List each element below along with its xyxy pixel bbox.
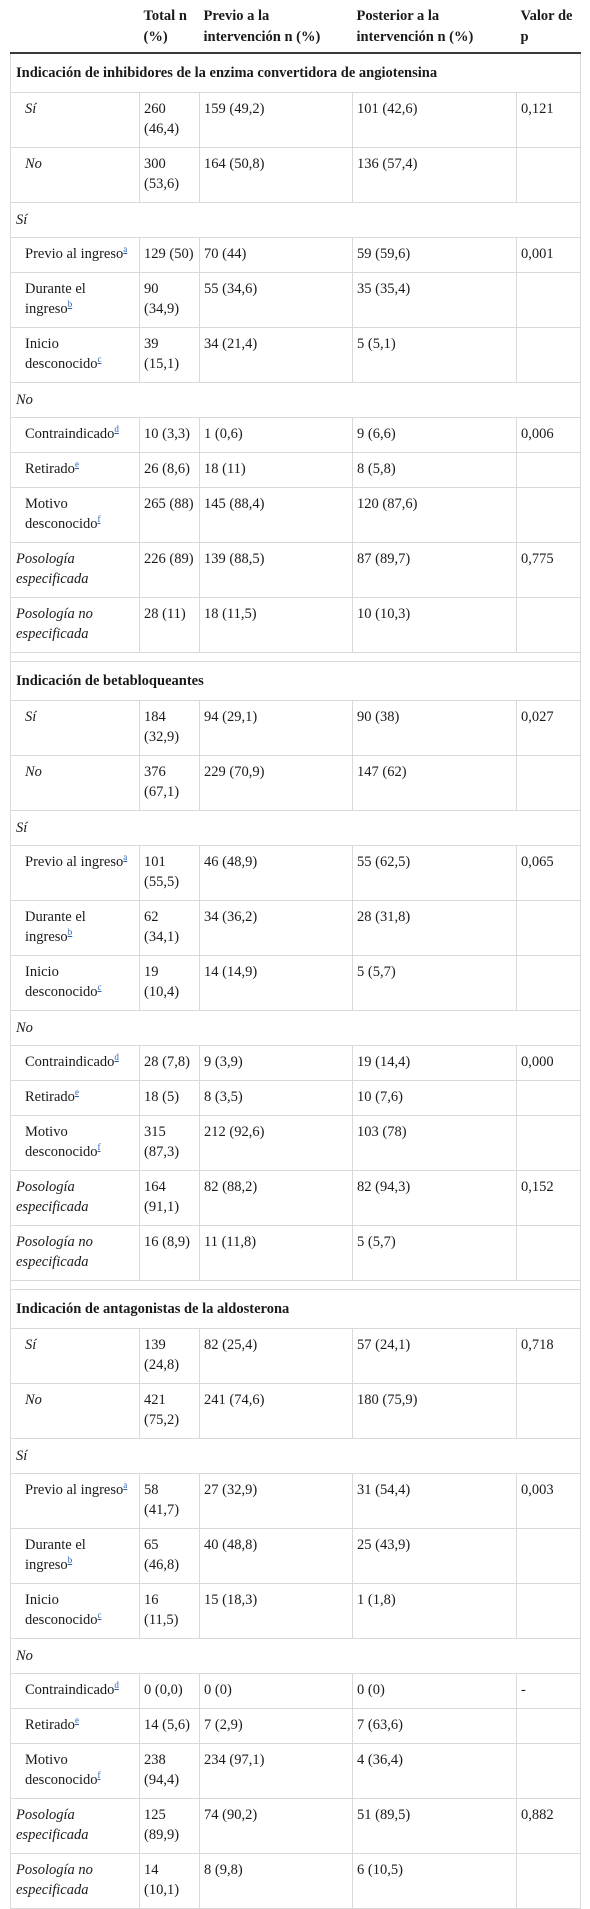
row-label: Contraindicado	[25, 1682, 115, 1698]
row-label-cell	[11, 1226, 140, 1281]
cell-p-value	[517, 1709, 581, 1744]
cell-total: 39 (15,1)	[140, 328, 200, 383]
cell-total: 19 (10,4)	[140, 956, 200, 1011]
row-label-cell	[11, 1744, 140, 1799]
header-posterior: Posterior a la intervención n (%)	[353, 0, 517, 53]
row-label-cell	[11, 1674, 140, 1709]
row-label: Retirado	[25, 1089, 75, 1105]
cell-previo: 82 (25,4)	[200, 1329, 353, 1384]
row-label-cell	[11, 1081, 140, 1116]
row-label: Sí	[25, 709, 37, 725]
row-label: Inicio desconocido	[25, 336, 98, 372]
subgroup-label: No	[11, 383, 581, 418]
row-label: Durante el ingreso	[25, 1537, 86, 1573]
cell-total: 300 (53,6)	[140, 148, 200, 203]
footnote-link[interactable]: a	[123, 852, 128, 863]
cell-p-value: 0,152	[517, 1171, 581, 1226]
table-row	[11, 1584, 581, 1639]
table-row	[11, 1384, 581, 1439]
cell-p-value: 0,718	[517, 1329, 581, 1384]
footnote-link[interactable]: a	[123, 244, 128, 255]
row-label: Inicio desconocido	[25, 1592, 98, 1628]
cell-previo: 94 (29,1)	[200, 701, 353, 756]
cell-previo: 34 (21,4)	[200, 328, 353, 383]
cell-p-value	[517, 488, 581, 543]
row-label-cell	[11, 846, 140, 901]
cell-total: 14 (10,1)	[140, 1854, 200, 1909]
footnote-ref	[97, 1610, 101, 1620]
footnote-ref	[97, 1142, 100, 1152]
row-label: No	[25, 156, 42, 172]
cell-posterior: 8 (5,8)	[353, 453, 517, 488]
cell-previo: 55 (34,6)	[200, 273, 353, 328]
footnote-link[interactable]: e	[74, 1715, 79, 1726]
footnote-ref	[97, 514, 100, 524]
table-row	[11, 148, 581, 203]
row-label-cell	[11, 418, 140, 453]
row-label-cell	[11, 756, 140, 811]
header-row	[11, 0, 581, 53]
footnote-link[interactable]: f	[97, 1142, 101, 1153]
header-empty	[11, 0, 140, 53]
table-row	[11, 418, 581, 453]
cell-posterior: 55 (62,5)	[353, 846, 517, 901]
footnote-ref	[97, 1770, 100, 1780]
cell-previo: 139 (88,5)	[200, 543, 353, 598]
cell-posterior: 25 (43,9)	[353, 1529, 517, 1584]
cell-previo: 74 (90,2)	[200, 1799, 353, 1854]
cell-total: 376 (67,1)	[140, 756, 200, 811]
table-row	[11, 598, 581, 653]
cell-posterior: 5 (5,7)	[353, 956, 517, 1011]
footnote-link[interactable]: f	[97, 514, 101, 525]
table-row	[11, 1854, 581, 1909]
subgroup-label: Sí	[11, 203, 581, 238]
subgroup-label: Sí	[11, 811, 581, 846]
cell-p-value: 0,003	[517, 1474, 581, 1529]
cell-posterior: 28 (31,8)	[353, 901, 517, 956]
cell-previo: 212 (92,6)	[200, 1116, 353, 1171]
table-row	[11, 1744, 581, 1799]
cell-previo: 164 (50,8)	[200, 148, 353, 203]
row-label-cell	[11, 93, 140, 148]
footnote-link[interactable]: d	[114, 1052, 119, 1063]
row-label: Durante el ingreso	[25, 909, 86, 945]
footnote-ref	[68, 927, 73, 937]
cell-previo: 8 (3,5)	[200, 1081, 353, 1116]
cell-posterior: 6 (10,5)	[353, 1854, 517, 1909]
subgroup-row	[11, 203, 581, 238]
cell-total: 28 (7,8)	[140, 1046, 200, 1081]
row-label: Posología no especificada	[16, 606, 93, 642]
cell-total: 10 (3,3)	[140, 418, 200, 453]
subgroup-row	[11, 1439, 581, 1474]
cell-p-value	[517, 1116, 581, 1171]
header-total: Total n (%)	[140, 0, 200, 53]
footnote-ref	[68, 299, 73, 309]
cell-posterior: 9 (6,6)	[353, 418, 517, 453]
table-row	[11, 543, 581, 598]
footnote-ref	[114, 1680, 119, 1690]
cell-previo: 159 (49,2)	[200, 93, 353, 148]
footnote-ref	[97, 354, 101, 364]
cell-posterior: 10 (10,3)	[353, 598, 517, 653]
table-row	[11, 1674, 581, 1709]
cell-p-value: 0,000	[517, 1046, 581, 1081]
footnote-ref	[75, 459, 79, 469]
cell-posterior: 7 (63,6)	[353, 1709, 517, 1744]
table-row	[11, 956, 581, 1011]
cell-p-value: 0,065	[517, 846, 581, 901]
cell-posterior: 103 (78)	[353, 1116, 517, 1171]
row-label-cell	[11, 1799, 140, 1854]
row-label: Previo al ingreso	[25, 854, 124, 870]
row-label: Posología no especificada	[16, 1234, 93, 1270]
cell-p-value	[517, 273, 581, 328]
row-label: Previo al ingreso	[25, 246, 124, 262]
row-label-cell	[11, 1709, 140, 1744]
cell-total: 129 (50)	[140, 238, 200, 273]
cell-posterior: 90 (38)	[353, 701, 517, 756]
section-title: Indicación de antagonistas de la aldosterona	[11, 1290, 581, 1329]
row-label-cell	[11, 1116, 140, 1171]
cell-total: 28 (11)	[140, 598, 200, 653]
cell-total: 260 (46,4)	[140, 93, 200, 148]
row-label: Retirado	[25, 461, 75, 477]
subgroup-label: No	[11, 1011, 581, 1046]
row-label: Posología no especificada	[16, 1862, 93, 1898]
section-spacer	[11, 1281, 581, 1290]
footnote-link[interactable]: e	[74, 459, 79, 470]
cell-posterior: 51 (89,5)	[353, 1799, 517, 1854]
header-p-value: Valor de p	[517, 0, 581, 53]
cell-previo: 7 (2,9)	[200, 1709, 353, 1744]
table-row	[11, 1046, 581, 1081]
cell-total: 0 (0,0)	[140, 1674, 200, 1709]
cell-p-value	[517, 1081, 581, 1116]
cell-p-value	[517, 1529, 581, 1584]
table-row	[11, 238, 581, 273]
cell-previo: 11 (11,8)	[200, 1226, 353, 1281]
table-row	[11, 846, 581, 901]
row-label-cell	[11, 1529, 140, 1584]
cell-p-value	[517, 453, 581, 488]
cell-p-value	[517, 328, 581, 383]
subgroup-label: Sí	[11, 1439, 581, 1474]
cell-p-value	[517, 1744, 581, 1799]
cell-posterior: 1 (1,8)	[353, 1584, 517, 1639]
cell-total: 226 (89)	[140, 543, 200, 598]
header-previo: Previo a la intervención n (%)	[200, 0, 353, 53]
cell-posterior: 82 (94,3)	[353, 1171, 517, 1226]
cell-total: 184 (32,9)	[140, 701, 200, 756]
cell-previo: 14 (14,9)	[200, 956, 353, 1011]
spacer-cell	[11, 1281, 581, 1290]
section-title-row	[11, 662, 581, 701]
table-row	[11, 901, 581, 956]
row-label: Motivo desconocido	[25, 1124, 98, 1160]
footnote-ref	[123, 852, 127, 862]
cell-posterior: 31 (54,4)	[353, 1474, 517, 1529]
footnote-ref	[114, 1052, 119, 1062]
cell-previo: 27 (32,9)	[200, 1474, 353, 1529]
row-label-cell	[11, 901, 140, 956]
table-row	[11, 453, 581, 488]
cell-p-value	[517, 756, 581, 811]
footnote-ref	[68, 1555, 73, 1565]
table-row	[11, 1171, 581, 1226]
footnote-ref	[114, 424, 119, 434]
cell-p-value	[517, 901, 581, 956]
row-label: Motivo desconocido	[25, 1752, 98, 1788]
cell-previo: 40 (48,8)	[200, 1529, 353, 1584]
footnote-link[interactable]: b	[67, 1555, 73, 1566]
footnote-link[interactable]: c	[97, 354, 102, 365]
footnote-ref	[97, 982, 101, 992]
cell-previo: 9 (3,9)	[200, 1046, 353, 1081]
cell-posterior: 120 (87,6)	[353, 488, 517, 543]
section-spacer	[11, 653, 581, 662]
cell-posterior: 57 (24,1)	[353, 1329, 517, 1384]
footnote-link[interactable]: b	[67, 299, 73, 310]
cell-total: 101 (55,5)	[140, 846, 200, 901]
row-label: No	[25, 1392, 42, 1408]
cell-previo: 229 (70,9)	[200, 756, 353, 811]
section-title-row	[11, 53, 581, 93]
cell-previo: 1 (0,6)	[200, 418, 353, 453]
cell-total: 265 (88)	[140, 488, 200, 543]
subgroup-row	[11, 383, 581, 418]
cell-p-value: 0,001	[517, 238, 581, 273]
row-label-cell	[11, 328, 140, 383]
footnote-link[interactable]: d	[114, 424, 119, 435]
cell-p-value	[517, 1226, 581, 1281]
cell-previo: 0 (0)	[200, 1674, 353, 1709]
cell-posterior: 180 (75,9)	[353, 1384, 517, 1439]
row-label-cell	[11, 1854, 140, 1909]
cell-total: 16 (11,5)	[140, 1584, 200, 1639]
row-label: Previo al ingreso	[25, 1482, 124, 1498]
footnote-ref	[123, 1480, 127, 1490]
row-label: Posología especificada	[16, 1179, 89, 1215]
results-table	[10, 0, 581, 1909]
row-label-cell	[11, 1384, 140, 1439]
footnote-link[interactable]: c	[97, 982, 102, 993]
cell-p-value: 0,006	[517, 418, 581, 453]
cell-p-value: -	[517, 1674, 581, 1709]
cell-posterior: 10 (7,6)	[353, 1081, 517, 1116]
cell-posterior: 136 (57,4)	[353, 148, 517, 203]
row-label: Durante el ingreso	[25, 281, 86, 317]
cell-p-value	[517, 1384, 581, 1439]
cell-p-value	[517, 1584, 581, 1639]
subgroup-row	[11, 811, 581, 846]
cell-total: 139 (24,8)	[140, 1329, 200, 1384]
row-label-cell	[11, 1329, 140, 1384]
row-label: Motivo desconocido	[25, 496, 98, 532]
table-row	[11, 1474, 581, 1529]
table-row	[11, 701, 581, 756]
row-label-cell	[11, 543, 140, 598]
cell-previo: 46 (48,9)	[200, 846, 353, 901]
row-label-cell	[11, 148, 140, 203]
cell-p-value: 0,027	[517, 701, 581, 756]
cell-total: 58 (41,7)	[140, 1474, 200, 1529]
subgroup-row	[11, 1011, 581, 1046]
footnote-ref	[123, 244, 127, 254]
cell-previo: 145 (88,4)	[200, 488, 353, 543]
cell-total: 164 (91,1)	[140, 1171, 200, 1226]
cell-total: 16 (8,9)	[140, 1226, 200, 1281]
row-label: Inicio desconocido	[25, 964, 98, 1000]
footnote-ref	[75, 1087, 79, 1097]
footnote-link[interactable]: f	[97, 1770, 101, 1781]
cell-total: 421 (75,2)	[140, 1384, 200, 1439]
cell-posterior: 59 (59,6)	[353, 238, 517, 273]
row-label: Retirado	[25, 1717, 75, 1733]
row-label: No	[25, 764, 42, 780]
table-row	[11, 1529, 581, 1584]
section-title-row	[11, 1290, 581, 1329]
cell-p-value: 0,775	[517, 543, 581, 598]
cell-total: 14 (5,6)	[140, 1709, 200, 1744]
section-title: Indicación de betabloqueantes	[11, 662, 581, 701]
cell-posterior: 19 (14,4)	[353, 1046, 517, 1081]
table-row	[11, 1081, 581, 1116]
row-label-cell	[11, 701, 140, 756]
cell-previo: 15 (18,3)	[200, 1584, 353, 1639]
cell-p-value	[517, 598, 581, 653]
row-label-cell	[11, 238, 140, 273]
cell-posterior: 35 (35,4)	[353, 273, 517, 328]
cell-total: 125 (89,9)	[140, 1799, 200, 1854]
cell-total: 26 (8,6)	[140, 453, 200, 488]
footnote-link[interactable]: c	[97, 1610, 102, 1621]
cell-posterior: 147 (62)	[353, 756, 517, 811]
cell-previo: 241 (74,6)	[200, 1384, 353, 1439]
cell-total: 238 (94,4)	[140, 1744, 200, 1799]
table-row	[11, 1329, 581, 1384]
row-label: Contraindicado	[25, 426, 115, 442]
cell-posterior: 87 (89,7)	[353, 543, 517, 598]
cell-previo: 234 (97,1)	[200, 1744, 353, 1799]
cell-total: 62 (34,1)	[140, 901, 200, 956]
table-row	[11, 93, 581, 148]
table-body	[11, 53, 581, 1909]
footnote-link[interactable]: d	[114, 1680, 119, 1691]
cell-posterior: 101 (42,6)	[353, 93, 517, 148]
cell-p-value	[517, 1854, 581, 1909]
row-label-cell	[11, 1584, 140, 1639]
footnote-ref	[75, 1715, 79, 1725]
row-label-cell	[11, 1474, 140, 1529]
table-row	[11, 1116, 581, 1171]
footnote-link[interactable]: a	[123, 1480, 128, 1491]
row-label-cell	[11, 1046, 140, 1081]
cell-p-value	[517, 148, 581, 203]
spacer-cell	[11, 653, 581, 662]
cell-total: 65 (46,8)	[140, 1529, 200, 1584]
section-title: Indicación de inhibidores de la enzima convertidora de angiotensina	[11, 53, 581, 93]
row-label: Sí	[25, 101, 37, 117]
table-row	[11, 756, 581, 811]
cell-previo: 18 (11,5)	[200, 598, 353, 653]
row-label-cell	[11, 488, 140, 543]
subgroup-label: No	[11, 1639, 581, 1674]
cell-total: 18 (5)	[140, 1081, 200, 1116]
row-label-cell	[11, 1171, 140, 1226]
table-row	[11, 1709, 581, 1744]
row-label-cell	[11, 598, 140, 653]
table-row	[11, 488, 581, 543]
cell-previo: 18 (11)	[200, 453, 353, 488]
cell-posterior: 0 (0)	[353, 1674, 517, 1709]
footnote-link[interactable]: e	[74, 1087, 79, 1098]
cell-total: 315 (87,3)	[140, 1116, 200, 1171]
cell-previo: 34 (36,2)	[200, 901, 353, 956]
row-label: Sí	[25, 1337, 37, 1353]
cell-previo: 70 (44)	[200, 238, 353, 273]
cell-previo: 82 (88,2)	[200, 1171, 353, 1226]
cell-p-value: 0,121	[517, 93, 581, 148]
row-label: Posología especificada	[16, 1807, 89, 1843]
table-row	[11, 273, 581, 328]
cell-previo: 8 (9,8)	[200, 1854, 353, 1909]
row-label: Posología especificada	[16, 551, 89, 587]
row-label-cell	[11, 273, 140, 328]
cell-posterior: 5 (5,1)	[353, 328, 517, 383]
subgroup-row	[11, 1639, 581, 1674]
row-label: Contraindicado	[25, 1054, 115, 1070]
row-label-cell	[11, 453, 140, 488]
cell-posterior: 4 (36,4)	[353, 1744, 517, 1799]
cell-total: 90 (34,9)	[140, 273, 200, 328]
table-row	[11, 1799, 581, 1854]
row-label-cell	[11, 956, 140, 1011]
cell-p-value: 0,882	[517, 1799, 581, 1854]
table-row	[11, 1226, 581, 1281]
table-row	[11, 328, 581, 383]
footnote-link[interactable]: b	[67, 927, 73, 938]
cell-p-value	[517, 956, 581, 1011]
cell-posterior: 5 (5,7)	[353, 1226, 517, 1281]
